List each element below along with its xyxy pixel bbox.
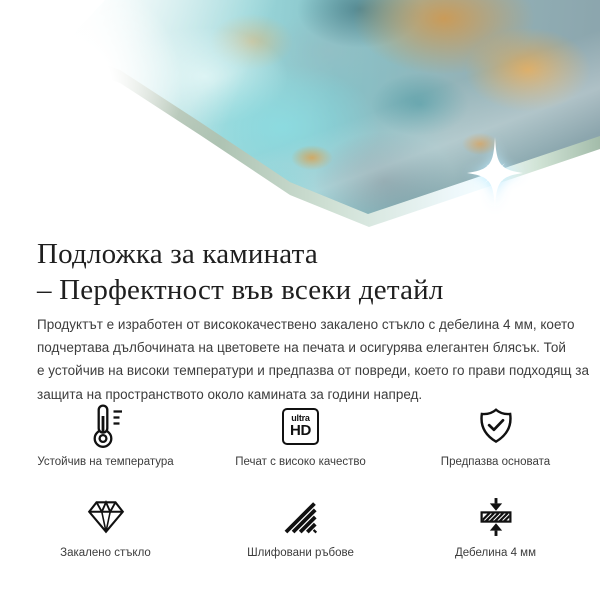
description-line: подчертава дълбочината на цветовете на печата и осигурява елегантен блясък. Той bbox=[37, 340, 566, 356]
shield-check-icon bbox=[477, 402, 515, 450]
description-line: защита на пространството около камината за години напред. bbox=[37, 386, 423, 402]
feature-label: Дебелина 4 мм bbox=[454, 547, 536, 559]
feature-protects-base bbox=[398, 402, 593, 469]
title-line-1: Подложка за камината bbox=[37, 238, 318, 270]
feature-print-quality bbox=[203, 402, 398, 469]
diamond-icon bbox=[85, 493, 127, 541]
page-title bbox=[37, 236, 577, 308]
description-line: е устойчив на високи температури и предпазва от повреди, което го прави подходящ за bbox=[37, 363, 589, 379]
feature-thickness bbox=[398, 493, 593, 560]
feature-temperature bbox=[8, 402, 203, 469]
product-description-text bbox=[37, 313, 593, 406]
description-line: Продуктът е изработен от висококачествено закалено стъкло с дебелина 4 мм, което bbox=[37, 317, 575, 332]
sparkle-icon bbox=[455, 133, 535, 213]
product-photo bbox=[0, 0, 600, 232]
polished-edges-icon bbox=[282, 493, 320, 541]
feature-tempered-glass bbox=[8, 493, 203, 560]
feature-polished-edges bbox=[203, 493, 398, 560]
feature-label: Предпазва основата bbox=[440, 456, 551, 468]
ultra-hd-icon-text-small: ultra bbox=[291, 413, 310, 423]
title-line-2: – Перфектност във всеки детайл bbox=[37, 274, 444, 306]
feature-label: Закалено стъкло bbox=[60, 547, 151, 559]
feature-label: Устойчив на температура bbox=[37, 456, 174, 468]
ultra-hd-icon bbox=[282, 402, 319, 450]
thickness-icon bbox=[479, 493, 513, 541]
feature-label: Печат с високо качество bbox=[235, 456, 366, 468]
thermometer-icon bbox=[87, 402, 125, 450]
features-grid bbox=[8, 402, 593, 560]
ultra-hd-icon-text-large: HD bbox=[289, 422, 312, 439]
feature-label: Шлифовани ръбове bbox=[247, 547, 354, 559]
